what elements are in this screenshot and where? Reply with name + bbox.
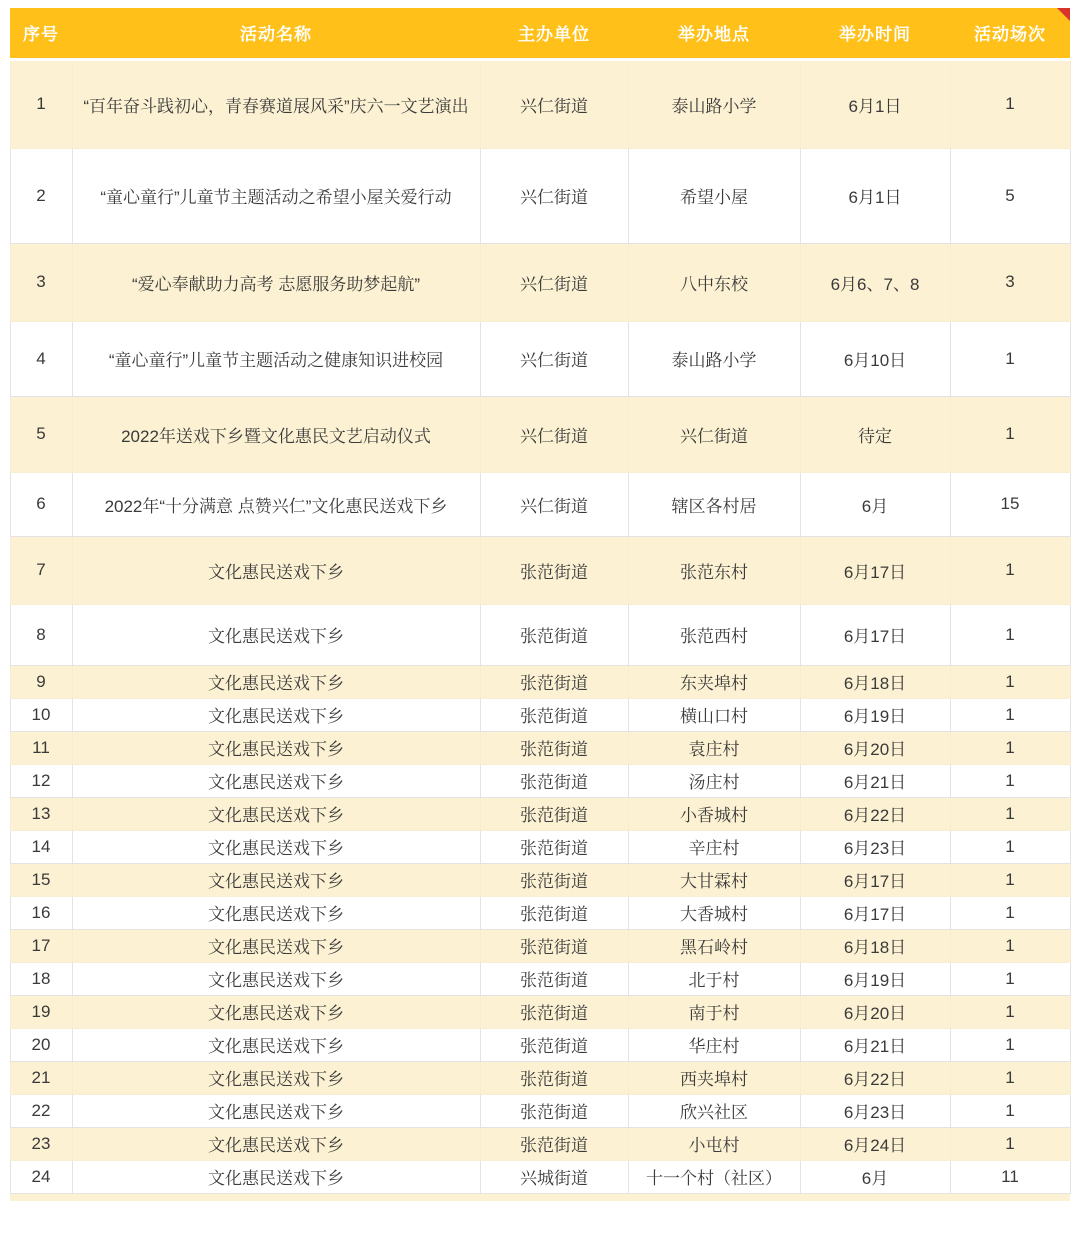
cell-sessions: 1 <box>950 698 1070 731</box>
red-corner-marker-icon <box>1057 8 1070 21</box>
cell-organizer: 张范街道 <box>480 698 628 731</box>
cell-time: 6月17日 <box>800 536 950 604</box>
cell-sessions: 1 <box>950 863 1070 896</box>
cell-name: “童心童行”儿童节主题活动之希望小屋关爱行动 <box>72 148 480 243</box>
cell-location: 大香城村 <box>628 896 800 929</box>
cell-index: 19 <box>10 995 72 1028</box>
cell-name: 2022年送戏下乡暨文化惠民文艺启动仪式 <box>72 396 480 472</box>
cell-organizer: 张范街道 <box>480 665 628 698</box>
cell-location: 泰山路小学 <box>628 321 800 396</box>
cell-location: 辖区各村居 <box>628 472 800 536</box>
table-row <box>10 830 1070 863</box>
cell-organizer: 兴仁街道 <box>480 321 628 396</box>
cell-location: 八中东校 <box>628 243 800 321</box>
cell-index: 23 <box>10 1127 72 1160</box>
cell-name: 文化惠民送戏下乡 <box>72 896 480 929</box>
cell-sessions: 3 <box>950 243 1070 321</box>
cell-location: 兴仁街道 <box>628 396 800 472</box>
cell-organizer: 张范街道 <box>480 929 628 962</box>
cell-organizer: 兴仁街道 <box>480 396 628 472</box>
cell-index: 16 <box>10 896 72 929</box>
cell-name: 2022年“十分满意 点赞兴仁”文化惠民送戏下乡 <box>72 472 480 536</box>
cell-organizer: 张范街道 <box>480 1127 628 1160</box>
cell-time: 6月1日 <box>800 148 950 243</box>
cell-organizer: 张范街道 <box>480 962 628 995</box>
cell-sessions: 1 <box>950 321 1070 396</box>
col-header-sessions <box>950 8 1070 59</box>
cell-index: 3 <box>10 243 72 321</box>
cell-time: 6月10日 <box>800 321 950 396</box>
cell-name: 文化惠民送戏下乡 <box>72 604 480 665</box>
cell-time: 6月17日 <box>800 604 950 665</box>
cell-index: 12 <box>10 764 72 797</box>
cell-index: 4 <box>10 321 72 396</box>
cell-index: 1 <box>10 59 72 148</box>
cell-name: 文化惠民送戏下乡 <box>72 995 480 1028</box>
cell-location: 张范东村 <box>628 536 800 604</box>
cell-organizer: 兴城街道 <box>480 1160 628 1193</box>
cell-time: 6月17日 <box>800 863 950 896</box>
cell-time: 6月18日 <box>800 665 950 698</box>
cell-time: 6月1日 <box>800 59 950 148</box>
cell-sessions: 1 <box>950 731 1070 764</box>
cell-index: 17 <box>10 929 72 962</box>
cell-location: 东夹埠村 <box>628 665 800 698</box>
cell-organizer: 张范街道 <box>480 731 628 764</box>
cell-name: 文化惠民送戏下乡 <box>72 764 480 797</box>
cell-name: “爱心奉献助力高考 志愿服务助梦起航” <box>72 243 480 321</box>
cell-sessions: 1 <box>950 1061 1070 1094</box>
table-bottom-strip <box>10 1194 1070 1201</box>
cell-index: 13 <box>10 797 72 830</box>
cell-sessions: 1 <box>950 1127 1070 1160</box>
table-row <box>10 764 1070 797</box>
cell-index: 10 <box>10 698 72 731</box>
cell-location: 十一个村（社区） <box>628 1160 800 1193</box>
cell-location: 袁庄村 <box>628 731 800 764</box>
table-body <box>10 59 1070 1193</box>
cell-sessions: 1 <box>950 995 1070 1028</box>
cell-location: 希望小屋 <box>628 148 800 243</box>
cell-time: 待定 <box>800 396 950 472</box>
cell-organizer: 张范街道 <box>480 1094 628 1127</box>
cell-location: 小屯村 <box>628 1127 800 1160</box>
table-row <box>10 59 1070 148</box>
table-row <box>10 1127 1070 1160</box>
cell-name: 文化惠民送戏下乡 <box>72 1160 480 1193</box>
cell-time: 6月23日 <box>800 830 950 863</box>
cell-sessions: 15 <box>950 472 1070 536</box>
cell-organizer: 张范街道 <box>480 764 628 797</box>
cell-organizer: 张范街道 <box>480 1061 628 1094</box>
cell-time: 6月22日 <box>800 797 950 830</box>
activity-schedule-table <box>10 8 1071 1194</box>
table-row <box>10 243 1070 321</box>
cell-organizer: 兴仁街道 <box>480 148 628 243</box>
table-row <box>10 321 1070 396</box>
cell-sessions: 5 <box>950 148 1070 243</box>
cell-index: 8 <box>10 604 72 665</box>
table-row <box>10 962 1070 995</box>
cell-name: 文化惠民送戏下乡 <box>72 797 480 830</box>
table-row <box>10 863 1070 896</box>
cell-index: 2 <box>10 148 72 243</box>
cell-name: 文化惠民送戏下乡 <box>72 962 480 995</box>
cell-name: “百年奋斗践初心，青春赛道展风采”庆六一文艺演出 <box>72 59 480 148</box>
cell-organizer: 张范街道 <box>480 995 628 1028</box>
table-row <box>10 665 1070 698</box>
cell-organizer: 张范街道 <box>480 1028 628 1061</box>
cell-time: 6月22日 <box>800 1061 950 1094</box>
cell-organizer: 张范街道 <box>480 797 628 830</box>
cell-location: 欣兴社区 <box>628 1094 800 1127</box>
cell-index: 14 <box>10 830 72 863</box>
col-header-location: 举办地点 <box>628 8 800 59</box>
cell-organizer: 张范街道 <box>480 604 628 665</box>
cell-name: 文化惠民送戏下乡 <box>72 731 480 764</box>
cell-organizer: 张范街道 <box>480 830 628 863</box>
table-row <box>10 731 1070 764</box>
cell-organizer: 兴仁街道 <box>480 243 628 321</box>
cell-sessions: 1 <box>950 896 1070 929</box>
cell-name: 文化惠民送戏下乡 <box>72 1061 480 1094</box>
cell-sessions: 1 <box>950 962 1070 995</box>
cell-time: 6月17日 <box>800 896 950 929</box>
cell-location: 辛庄村 <box>628 830 800 863</box>
table-row <box>10 148 1070 243</box>
cell-name: 文化惠民送戏下乡 <box>72 863 480 896</box>
cell-sessions: 1 <box>950 929 1070 962</box>
table-row <box>10 1094 1070 1127</box>
cell-organizer: 张范街道 <box>480 863 628 896</box>
col-header-index: 序号 <box>10 8 72 59</box>
cell-name: 文化惠民送戏下乡 <box>72 929 480 962</box>
cell-name: 文化惠民送戏下乡 <box>72 536 480 604</box>
cell-sessions: 1 <box>950 59 1070 148</box>
cell-location: 华庄村 <box>628 1028 800 1061</box>
cell-time: 6月21日 <box>800 764 950 797</box>
cell-location: 小香城村 <box>628 797 800 830</box>
cell-sessions: 1 <box>950 604 1070 665</box>
cell-time: 6月 <box>800 472 950 536</box>
cell-index: 6 <box>10 472 72 536</box>
table-row <box>10 1160 1070 1193</box>
cell-organizer: 张范街道 <box>480 536 628 604</box>
table-row <box>10 797 1070 830</box>
cell-name: 文化惠民送戏下乡 <box>72 1094 480 1127</box>
cell-location: 横山口村 <box>628 698 800 731</box>
cell-sessions: 1 <box>950 1028 1070 1061</box>
cell-time: 6月6、7、8 <box>800 243 950 321</box>
cell-time: 6月20日 <box>800 731 950 764</box>
cell-location: 西夹埠村 <box>628 1061 800 1094</box>
table-header <box>10 8 1070 59</box>
cell-sessions: 1 <box>950 1094 1070 1127</box>
cell-name: 文化惠民送戏下乡 <box>72 665 480 698</box>
cell-sessions: 1 <box>950 536 1070 604</box>
cell-location: 泰山路小学 <box>628 59 800 148</box>
table-row <box>10 995 1070 1028</box>
cell-index: 9 <box>10 665 72 698</box>
table-row <box>10 1028 1070 1061</box>
cell-sessions: 1 <box>950 764 1070 797</box>
table-row <box>10 396 1070 472</box>
cell-name: 文化惠民送戏下乡 <box>72 1028 480 1061</box>
cell-index: 5 <box>10 396 72 472</box>
cell-sessions: 1 <box>950 797 1070 830</box>
cell-name: 文化惠民送戏下乡 <box>72 830 480 863</box>
cell-time: 6月23日 <box>800 1094 950 1127</box>
cell-index: 22 <box>10 1094 72 1127</box>
cell-time: 6月24日 <box>800 1127 950 1160</box>
cell-time: 6月18日 <box>800 929 950 962</box>
col-header-sessions-label: 活动场次 <box>974 25 1046 45</box>
cell-location: 南于村 <box>628 995 800 1028</box>
cell-index: 24 <box>10 1160 72 1193</box>
cell-index: 15 <box>10 863 72 896</box>
cell-time: 6月19日 <box>800 698 950 731</box>
cell-name: 文化惠民送戏下乡 <box>72 1127 480 1160</box>
cell-time: 6月 <box>800 1160 950 1193</box>
cell-index: 11 <box>10 731 72 764</box>
cell-sessions: 1 <box>950 830 1070 863</box>
cell-sessions: 1 <box>950 396 1070 472</box>
cell-sessions: 11 <box>950 1160 1070 1193</box>
col-header-organizer: 主办单位 <box>480 8 628 59</box>
col-header-activity-name: 活动名称 <box>72 8 480 59</box>
cell-name: 文化惠民送戏下乡 <box>72 698 480 731</box>
cell-time: 6月19日 <box>800 962 950 995</box>
cell-organizer: 张范街道 <box>480 896 628 929</box>
header-row <box>10 8 1070 59</box>
table-row <box>10 472 1070 536</box>
cell-location: 汤庄村 <box>628 764 800 797</box>
cell-time: 6月20日 <box>800 995 950 1028</box>
cell-time: 6月21日 <box>800 1028 950 1061</box>
cell-index: 7 <box>10 536 72 604</box>
table-row <box>10 896 1070 929</box>
table-row <box>10 536 1070 604</box>
cell-organizer: 兴仁街道 <box>480 59 628 148</box>
cell-name: “童心童行”儿童节主题活动之健康知识进校园 <box>72 321 480 396</box>
cell-location: 黑石岭村 <box>628 929 800 962</box>
cell-location: 北于村 <box>628 962 800 995</box>
cell-location: 张范西村 <box>628 604 800 665</box>
table-row <box>10 698 1070 731</box>
cell-organizer: 兴仁街道 <box>480 472 628 536</box>
cell-location: 大甘霖村 <box>628 863 800 896</box>
table-row <box>10 604 1070 665</box>
cell-index: 21 <box>10 1061 72 1094</box>
cell-index: 18 <box>10 962 72 995</box>
table-row <box>10 1061 1070 1094</box>
cell-sessions: 1 <box>950 665 1070 698</box>
cell-index: 20 <box>10 1028 72 1061</box>
table-row <box>10 929 1070 962</box>
col-header-time: 举办时间 <box>800 8 950 59</box>
